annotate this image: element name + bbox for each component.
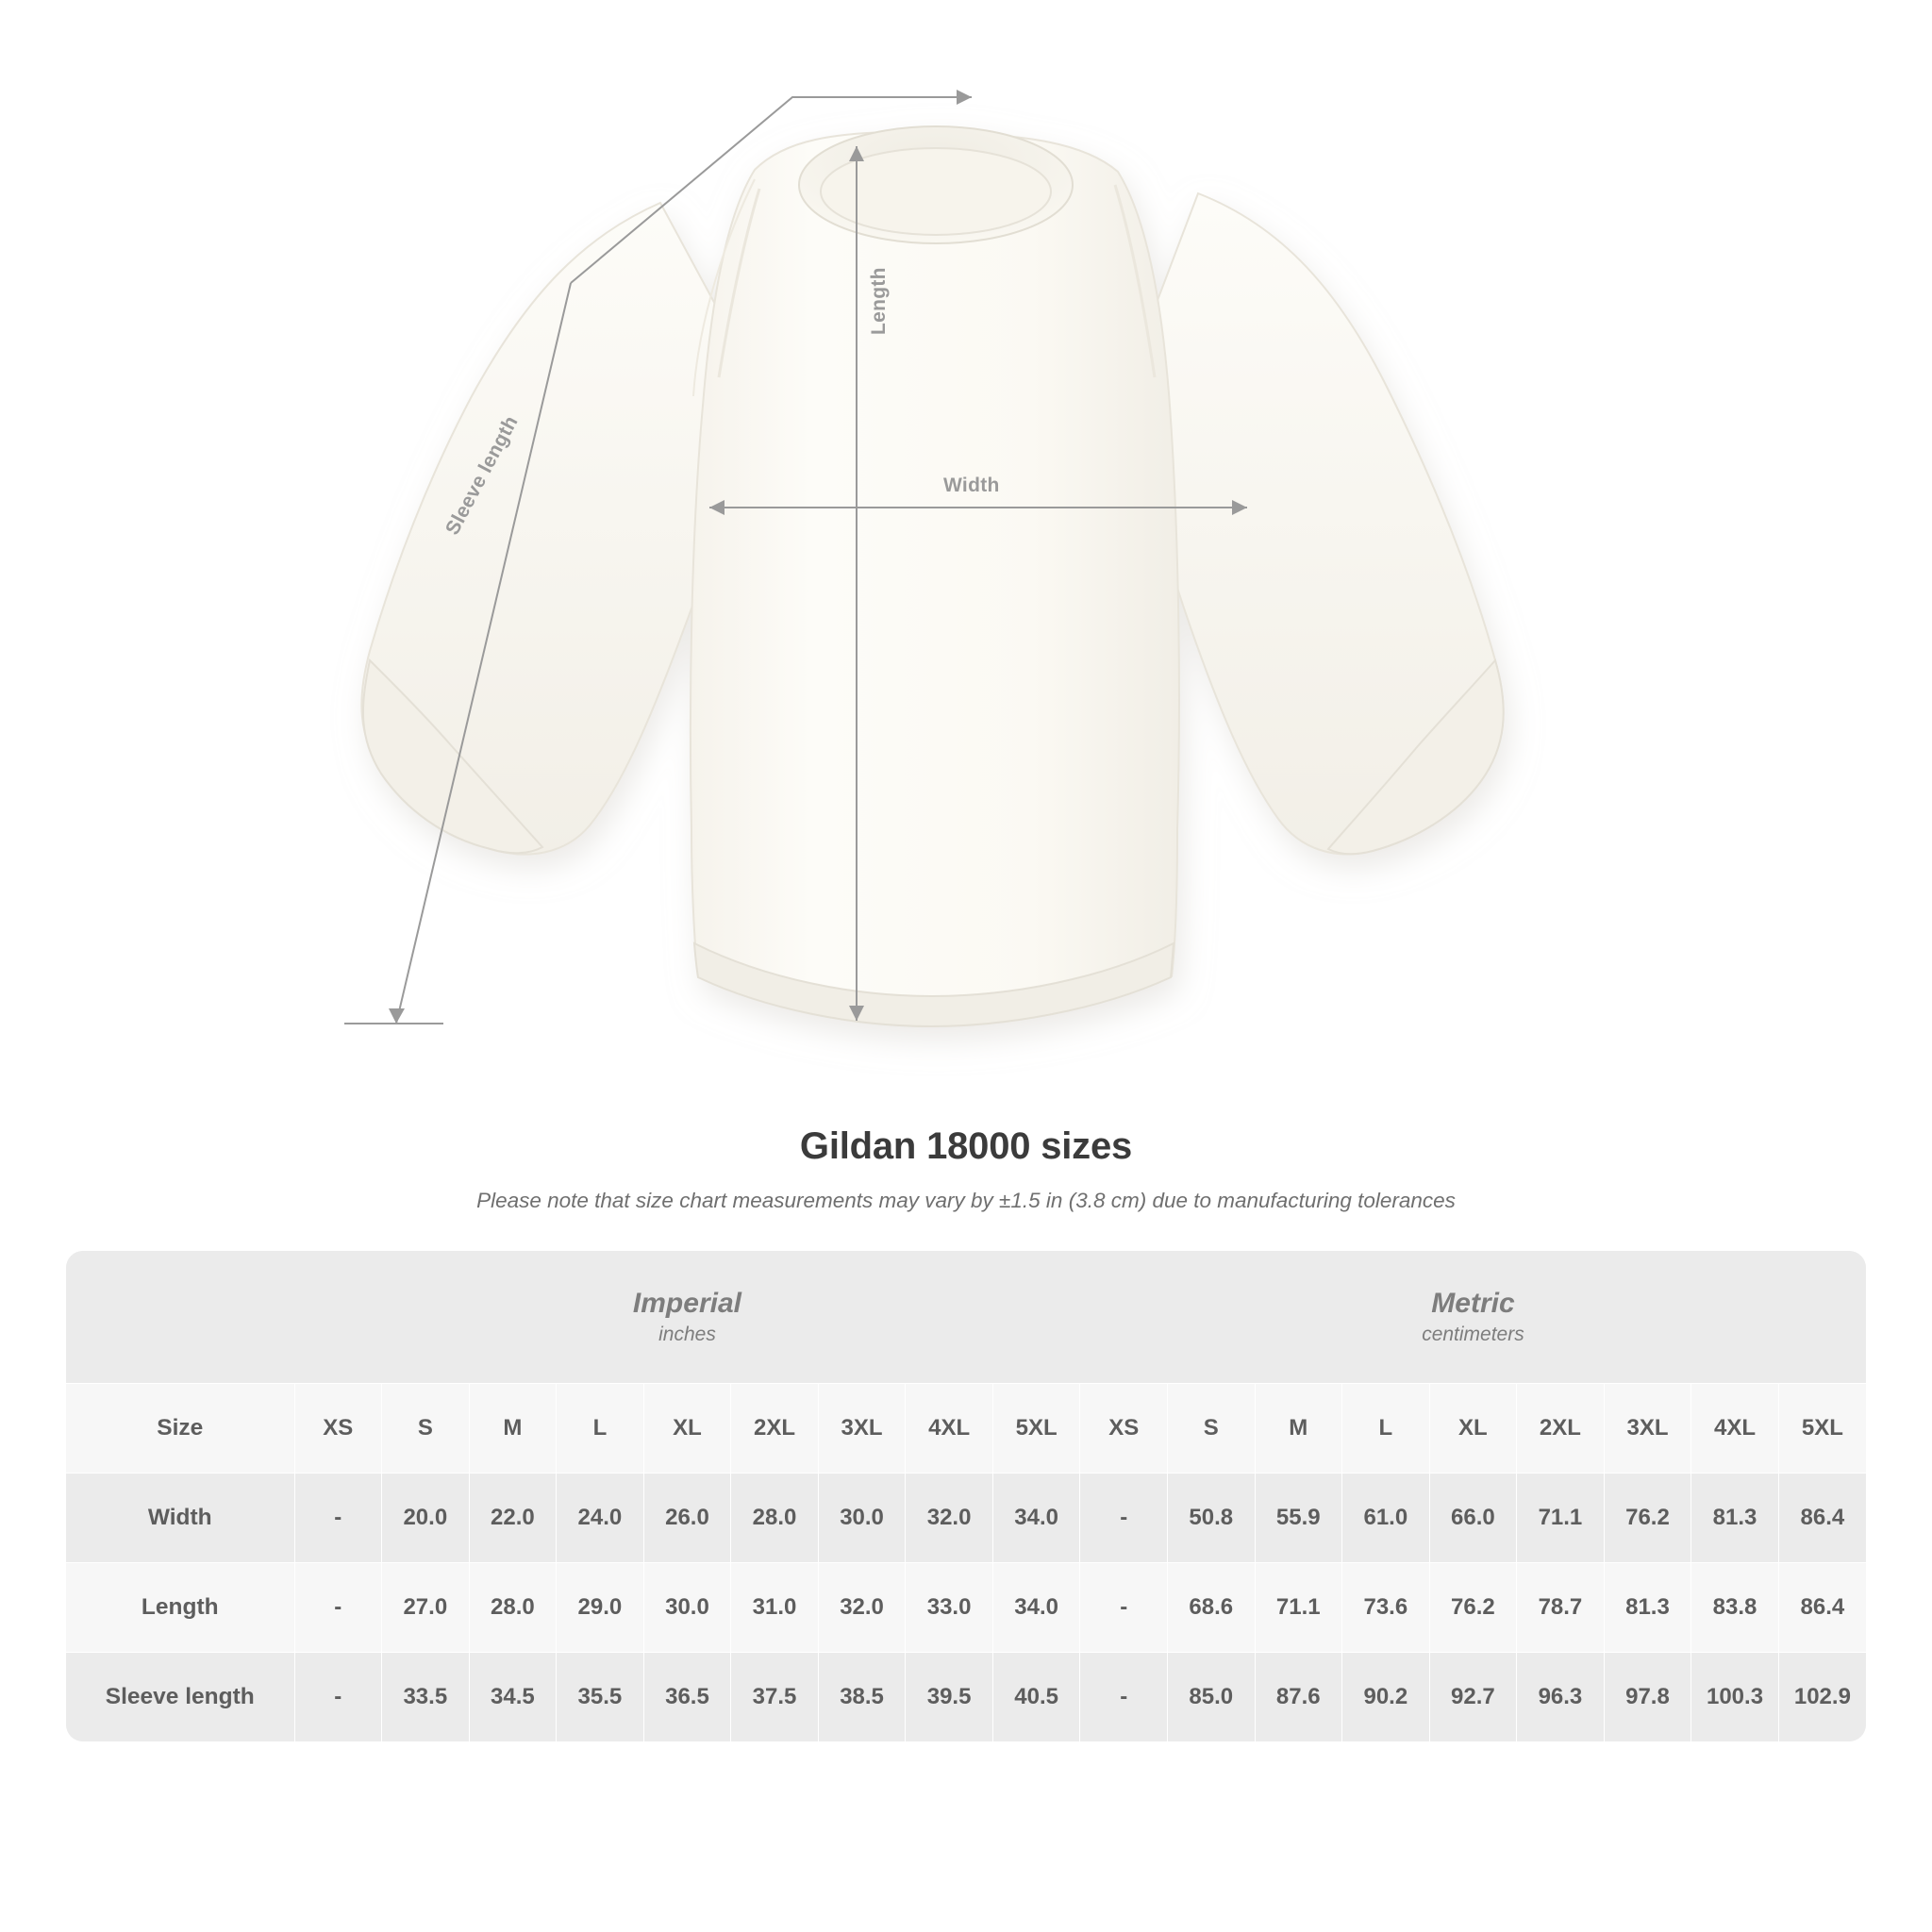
cell-sleeve-1: 33.5 <box>382 1653 470 1742</box>
cell-sleeve-15: 97.8 <box>1604 1653 1691 1742</box>
cell-width-0: - <box>294 1474 382 1563</box>
cell-length-14: 78.7 <box>1517 1563 1605 1653</box>
cell-length-17: 86.4 <box>1778 1563 1866 1653</box>
cell-sleeve-5: 37.5 <box>731 1653 819 1742</box>
cell-width-10: 50.8 <box>1167 1474 1255 1563</box>
cell-width-2: 22.0 <box>469 1474 557 1563</box>
header-col-0: XS <box>294 1384 382 1474</box>
header-col-12: L <box>1342 1384 1430 1474</box>
unit-metric-name: Metric <box>1431 1287 1515 1319</box>
row-label-length: Length <box>66 1563 294 1653</box>
cell-sleeve-11: 87.6 <box>1255 1653 1342 1742</box>
tolerance-note: Please note that size chart measurements may vary by ±1.5 in (3.8 cm) due to manufacturing tolerances <box>476 1189 1456 1212</box>
header-col-13: XL <box>1429 1384 1517 1474</box>
header-col-1: S <box>382 1384 470 1474</box>
cell-length-13: 76.2 <box>1429 1563 1517 1653</box>
row-label-width: Width <box>66 1474 294 1563</box>
cell-length-7: 33.0 <box>906 1563 993 1653</box>
cell-length-16: 83.8 <box>1691 1563 1779 1653</box>
header-col-6: 3XL <box>818 1384 906 1474</box>
unit-metric-sub: centimeters <box>1422 1324 1524 1346</box>
cell-sleeve-6: 38.5 <box>818 1653 906 1742</box>
cell-width-16: 81.3 <box>1691 1474 1779 1563</box>
cell-sleeve-17: 102.9 <box>1778 1653 1866 1742</box>
unit-header-row <box>66 1251 1866 1384</box>
unit-imperial-name: Imperial <box>632 1287 741 1319</box>
cell-sleeve-12: 90.2 <box>1342 1653 1430 1742</box>
cell-sleeve-2: 34.5 <box>469 1653 557 1742</box>
cell-length-9: - <box>1080 1563 1168 1653</box>
cell-sleeve-0: - <box>294 1653 382 1742</box>
cell-length-3: 29.0 <box>557 1563 644 1653</box>
header-col-7: 4XL <box>906 1384 993 1474</box>
size-table-container <box>66 1251 1866 1741</box>
cell-sleeve-3: 35.5 <box>557 1653 644 1742</box>
cell-length-0: - <box>294 1563 382 1653</box>
header-col-17: 5XL <box>1778 1384 1866 1474</box>
cell-length-12: 73.6 <box>1342 1563 1430 1653</box>
page-title: Gildan 18000 sizes <box>799 1125 1133 1167</box>
cell-width-15: 76.2 <box>1604 1474 1691 1563</box>
unit-imperial-sub: inches <box>658 1324 716 1346</box>
title-block <box>0 1125 1932 1213</box>
unit-metric-cell <box>1080 1251 1866 1384</box>
cell-sleeve-13: 92.7 <box>1429 1653 1517 1742</box>
unit-corner-cell <box>66 1251 294 1384</box>
header-col-10: S <box>1167 1384 1255 1474</box>
row-label-sleeve-length: Sleeve length <box>66 1653 294 1742</box>
cell-width-13: 66.0 <box>1429 1474 1517 1563</box>
header-col-5: 2XL <box>731 1384 819 1474</box>
cell-sleeve-14: 96.3 <box>1517 1653 1605 1742</box>
sleeve-length-dimension-label: Sleeve length <box>441 412 523 539</box>
header-col-3: L <box>557 1384 644 1474</box>
length-dimension-label: Length <box>868 267 890 335</box>
cell-sleeve-4: 36.5 <box>643 1653 731 1742</box>
header-col-2: M <box>469 1384 557 1474</box>
cell-width-7: 32.0 <box>906 1474 993 1563</box>
cell-sleeve-7: 39.5 <box>906 1653 993 1742</box>
cell-length-6: 32.0 <box>818 1563 906 1653</box>
width-dimension-label: Width <box>943 475 1000 496</box>
cell-width-12: 61.0 <box>1342 1474 1430 1563</box>
cell-length-4: 30.0 <box>643 1563 731 1653</box>
table-row <box>66 1563 1866 1653</box>
sweatshirt-shape <box>361 126 1503 1026</box>
header-col-11: M <box>1255 1384 1342 1474</box>
table-row <box>66 1474 1866 1563</box>
cell-sleeve-10: 85.0 <box>1167 1653 1255 1742</box>
header-col-16: 4XL <box>1691 1384 1779 1474</box>
cell-width-9: - <box>1080 1474 1168 1563</box>
cell-length-15: 81.3 <box>1604 1563 1691 1653</box>
cell-length-8: 34.0 <box>992 1563 1080 1653</box>
size-table <box>66 1251 1866 1741</box>
cell-length-1: 27.0 <box>382 1563 470 1653</box>
header-col-8: 5XL <box>992 1384 1080 1474</box>
cell-width-3: 24.0 <box>557 1474 644 1563</box>
cell-width-4: 26.0 <box>643 1474 731 1563</box>
header-col-4: XL <box>643 1384 731 1474</box>
header-col-14: 2XL <box>1517 1384 1605 1474</box>
cell-sleeve-8: 40.5 <box>992 1653 1080 1742</box>
cell-width-11: 55.9 <box>1255 1474 1342 1563</box>
unit-imperial-cell <box>294 1251 1080 1384</box>
header-size: Size <box>66 1384 294 1474</box>
header-col-15: 3XL <box>1604 1384 1691 1474</box>
table-row <box>66 1653 1866 1742</box>
cell-width-8: 34.0 <box>992 1474 1080 1563</box>
cell-length-5: 31.0 <box>731 1563 819 1653</box>
cell-sleeve-16: 100.3 <box>1691 1653 1779 1742</box>
cell-sleeve-9: - <box>1080 1653 1168 1742</box>
cell-width-1: 20.0 <box>382 1474 470 1563</box>
cell-width-17: 86.4 <box>1778 1474 1866 1563</box>
cell-length-10: 68.6 <box>1167 1563 1255 1653</box>
cell-length-11: 71.1 <box>1255 1563 1342 1653</box>
cell-width-5: 28.0 <box>731 1474 819 1563</box>
cell-width-6: 30.0 <box>818 1474 906 1563</box>
column-header-row <box>66 1384 1866 1474</box>
header-col-9: XS <box>1080 1384 1168 1474</box>
cell-length-2: 28.0 <box>469 1563 557 1653</box>
cell-width-14: 71.1 <box>1517 1474 1605 1563</box>
